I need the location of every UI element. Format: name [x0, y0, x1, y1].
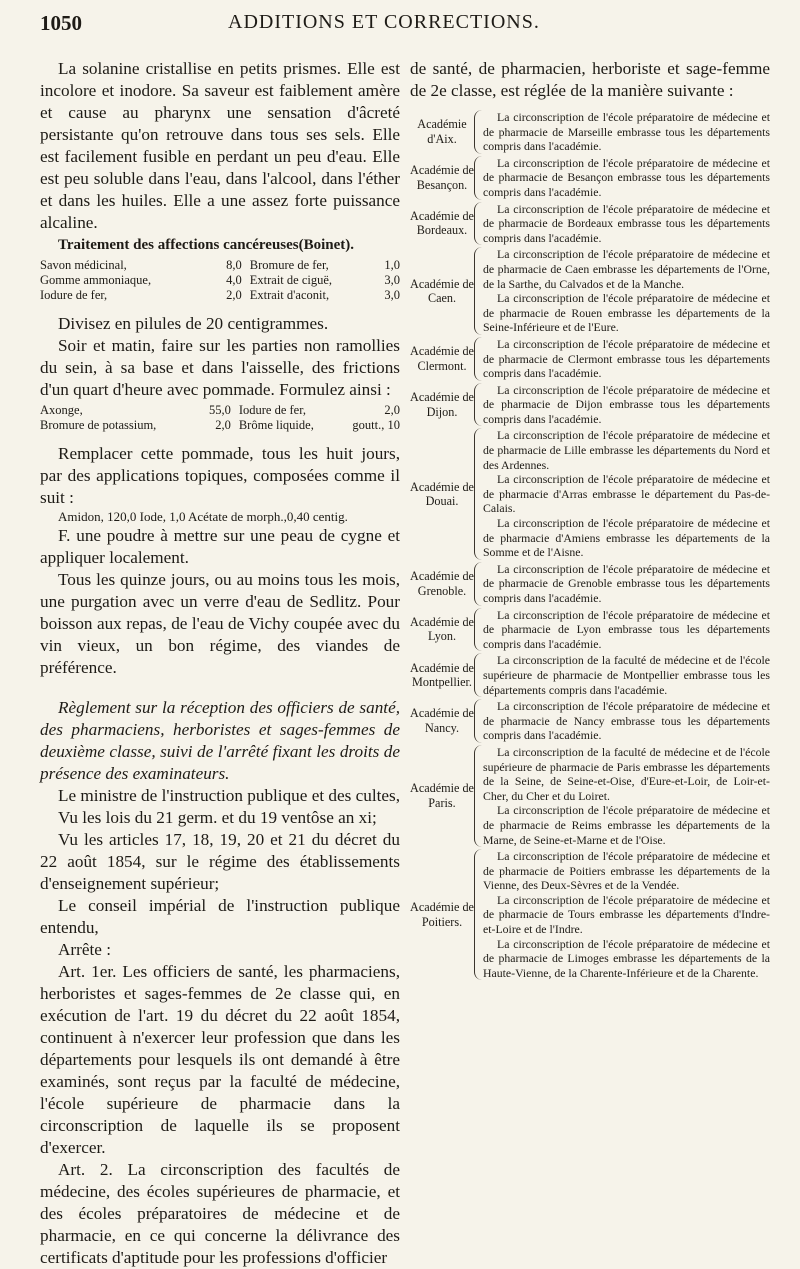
article-1: Art. 1er. Les officiers de santé, les pharmaciens, herboristes et sages-femmes de 2e classe qui, en exécution de l'art. 19 du décret du 22 août 1854, continuent à n'exercer leur profession que dans les départements pour lesquels ils ont demandé à être examinés, sont reçus par la faculté de médecine, l'école supérieure de pharmacie dans la circonscription de laquelle ils se proposent d'exercer.	[40, 962, 400, 1157]
academy-brace-text	[474, 202, 770, 246]
circonscription-text: La circonscription de l'école préparatoire de médecine et de pharmacie d'Arras embrasse le département du Pas-de-Calais.	[483, 472, 770, 516]
ingredient-qty: 2,0	[226, 288, 242, 302]
academy-brace-text	[474, 608, 770, 652]
ingredient-qty: 2,0	[384, 403, 400, 417]
ingredient-name: Savon médicinal,	[40, 258, 127, 272]
recipe-row	[40, 418, 400, 433]
circonscription-text: La circonscription de l'école préparatoire de médecine et de pharmacie de Marseille embrasse tous les départements compris dans l'académie.	[483, 110, 770, 154]
ingredient-name: Bromure de fer,	[249, 258, 329, 272]
circonscription-text: La circonscription de l'école préparatoire de médecine et de pharmacie de Grenoble embrasse tous les départements compris dans l'académie.	[483, 561, 770, 605]
academy-entry	[410, 653, 770, 697]
academy-brace-text	[474, 383, 770, 427]
right-intro: de santé, de pharmacien, herboriste et sage-femme de 2e classe, est réglée de la manière suivante :	[410, 59, 770, 100]
ingredient-qty: 3,0	[384, 273, 400, 287]
academy-brace-text	[474, 849, 770, 980]
academy-brace-text	[474, 745, 770, 847]
academy-brace-text	[474, 428, 770, 559]
academy-name: Académie de Dijon.	[410, 389, 474, 419]
whereas-articles: Vu les articles 17, 18, 19, 20 et 21 du décret du 22 août 1854, sur le régime des établissements d'enseignement supérieur;	[40, 830, 400, 893]
circonscription-text: La circonscription de la faculté de médecine et de l'école supérieure de pharmacie de Paris embrasse les départements de la Seine, de Seine-et-Oise, d'Eure-et-Loir, de Loir-et-Cher, du Cher et du Loiret.	[483, 744, 770, 803]
recipe-row	[40, 273, 400, 288]
frictions-paragraph: Soir et matin, faire sur les parties non ramollies du sein, à sa base et dans l'aisselle, des frictions d'un quart d'heure avec pommade. Formulez ainsi :	[40, 336, 400, 399]
powder-paragraph: F. une poudre à mettre sur une peau de cygne et appliquer localement.	[40, 526, 400, 567]
academy-name: Académie de Douai.	[410, 479, 474, 509]
minister-paragraph: Le ministre de l'instruction publique et des cultes,	[58, 786, 400, 805]
academy-name: Académie de Paris.	[410, 781, 474, 811]
circonscription-text: La circonscription de l'école préparatoire de médecine et de pharmacie de Nancy embrasse tous les départements compris dans l'académie.	[483, 699, 770, 743]
ingredient-name: Iodure de fer,	[40, 288, 108, 302]
circonscription-text: La circonscription de l'école préparatoire de médecine et de pharmacie de Poitiers embrasse les départements de la Vienne, des Deux-Sèvres et de la Vendée.	[483, 849, 770, 893]
academy-list	[410, 110, 770, 980]
left-column	[40, 58, 400, 1269]
academy-name: Académie d'Aix.	[417, 117, 467, 146]
circonscription-text: La circonscription de l'école préparatoire de médecine et de pharmacie de Dijon embrasse tous les départements compris dans l'académie.	[483, 382, 770, 426]
academy-brace-text	[474, 110, 770, 154]
academy-entry	[410, 337, 770, 381]
academy-brace-text	[474, 562, 770, 606]
pills-paragraph: Divisez en pilules de 20 centigrammes.	[58, 314, 329, 333]
running-title: ADDITIONS ET CORRECTIONS.	[228, 11, 540, 33]
council-paragraph: Le conseil impérial de l'instruction publique entendu,	[40, 896, 400, 937]
regulation-heading: Règlement sur la réception des officiers de santé, des pharmaciens, herboristes et sages-femmes de deuxième classe, suivi de l'arrêté fixant les droits de présence des examinateurs.	[40, 698, 400, 783]
ingredient-qty: 4,0	[226, 273, 242, 287]
academy-entry	[410, 247, 770, 335]
academy-name: Académie de Clermont.	[410, 344, 474, 373]
academy-entry	[410, 202, 770, 246]
section-title: Traitement des affections cancéreuses(Boinet).	[58, 237, 355, 253]
ingredient-name: Bromure de potassium,	[40, 418, 157, 432]
right-column	[410, 58, 770, 982]
recipe-row	[40, 403, 400, 418]
recipe-table-2	[40, 403, 400, 433]
replace-paragraph: Remplacer cette pommade, tous les huit jours, par des applications topiques, composées comme il suit :	[40, 444, 400, 507]
academy-name: Académie de Caen.	[410, 276, 474, 306]
circonscription-text: La circonscription de l'école préparatoire de médecine et de pharmacie de Lille embrasse les départements du Nord et des Ardennes.	[483, 428, 770, 472]
whereas-laws: Vu les lois du 21 germ. et du 19 ventôse an xi;	[58, 808, 377, 827]
academy-brace-text	[474, 653, 770, 697]
intro-paragraph: La solanine cristallise en petits prismes. Elle est incolore et inodore. Sa saveur est faiblement amère et cause au pharynx une sensation d'âcreté persistante qu'on retrouve dans tous ses sels. Elle est facilement fusible en perdant un peu d'eau. Elle est peu soluble dans l'eau, dans l'alcool, dans l'éther et dans les huiles. Elle a une assez forte puissance alcaline.	[40, 59, 400, 232]
ingredient-name: Extrait de ciguë,	[249, 273, 333, 287]
academy-entry	[410, 428, 770, 559]
circonscription-text: La circonscription de l'école préparatoire de médecine et de pharmacie de Clermont embrasse tous les départements compris dans l'académie.	[483, 336, 770, 381]
page-number: 1050	[40, 11, 82, 35]
academy-entry	[410, 745, 770, 847]
academy-name: Académie de Bordeaux.	[410, 208, 474, 238]
academy-name: Académie de Lyon.	[410, 614, 474, 644]
decree-label: Arrête :	[58, 940, 111, 959]
academy-entry	[410, 110, 770, 154]
academy-entry	[410, 699, 770, 743]
circonscription-text: La circonscription de l'école préparatoire de médecine et de pharmacie de Caen embrasse les départements de l'Orne, de la Sarthe, du Calvados et de la Manche.	[483, 247, 770, 291]
ingredient-qty: 2,0	[215, 418, 231, 432]
academy-brace-text	[474, 337, 770, 381]
circonscription-text: La circonscription de l'école préparatoire de médecine et de pharmacie de Lyon embrasse tous les départements compris dans l'académie.	[483, 607, 770, 651]
page-header	[40, 7, 780, 47]
academy-name: Académie de Besançon.	[410, 163, 474, 192]
academy-name: Académie de Grenoble.	[410, 569, 474, 598]
ingredient-name: Axonge,	[40, 403, 83, 417]
circonscription-text: La circonscription de l'école préparatoire de médecine et de pharmacie de Rouen embrasse les départements de la Seine-Inférieure et de l'Eure.	[483, 291, 770, 335]
academy-brace-text	[474, 699, 770, 743]
circonscription-text: La circonscription de l'école préparatoire de médecine et de pharmacie de Bordeaux embrasse tous les départements compris dans l'académie.	[483, 201, 770, 245]
circonscription-text: La circonscription de l'école préparatoire de médecine et de pharmacie de Besançon embrasse tous les départements compris dans l'académie.	[483, 155, 770, 199]
ingredient-qty: 3,0	[384, 288, 400, 302]
academy-entry	[410, 562, 770, 606]
recipe-table-1	[40, 258, 400, 303]
ingredient-name: Gomme ammoniaque,	[40, 273, 152, 287]
academy-entry	[410, 383, 770, 427]
academy-entry	[410, 156, 770, 200]
academy-entry	[410, 608, 770, 652]
circonscription-text: La circonscription de la faculté de médecine et de l'école supérieure de pharmacie de Montpellier embrasse tous les départements compris dans l'académie.	[483, 653, 770, 697]
circonscription-text: La circonscription de l'école préparatoire de médecine et de pharmacie de Reims embrasse les départements de la Marne, de Seine-et-Marne et de l'Oise.	[483, 803, 770, 847]
article-2: Art. 2. La circonscription des facultés de médecine, des écoles supérieures de pharmacie, et des écoles préparatoires de médecine et de pharmacie, en ce qui concerne la délivrance des certificats d'aptitude pour les professions d'officier	[40, 1160, 400, 1267]
ingredient-qty: 55,0	[208, 403, 231, 417]
topical-formula: Amidon, 120,0 Iode, 1,0 Acétate de morph.,0,40 centig.	[58, 509, 348, 524]
ingredient-qty: goutt., 10	[352, 418, 400, 432]
academy-brace-text	[474, 156, 770, 200]
circonscription-text: La circonscription de l'école préparatoire de médecine et de pharmacie de Limoges embrasse les départements de la Haute-Vienne, de la Charente-Inférieure et de la Charente.	[483, 936, 770, 980]
ingredient-name: Extrait d'aconit,	[249, 288, 330, 302]
academy-name: Académie de Montpellier.	[410, 660, 474, 690]
academy-name: Académie de Poitiers.	[410, 900, 474, 929]
circonscription-text: La circonscription de l'école préparatoire de médecine et de pharmacie de Tours embrasse les départements d'Indre-et-Loire et de l'Indre.	[483, 892, 770, 937]
recipe-row	[40, 288, 400, 303]
regime-paragraph: Tous les quinze jours, ou au moins tous les mois, une purgation avec un verre d'eau de Sedlitz. Pour boisson aux repas, de l'eau de Vichy coupée avec du vin vieux, un bon régime, des viandes de préférence.	[40, 570, 400, 677]
ingredient-qty: 8,0	[226, 258, 242, 272]
academy-entry	[410, 849, 770, 980]
recipe-row	[40, 258, 400, 273]
ingredient-name: Iodure de fer,	[238, 403, 307, 417]
academy-name: Académie de Nancy.	[410, 706, 474, 736]
ingredient-name: Brôme liquide,	[238, 418, 314, 432]
circonscription-text: La circonscription de l'école préparatoire de médecine et de pharmacie d'Amiens embrasse les départements de la Somme et de l'Aisne.	[483, 516, 770, 560]
academy-brace-text	[474, 247, 770, 335]
ingredient-qty: 1,0	[384, 258, 400, 272]
